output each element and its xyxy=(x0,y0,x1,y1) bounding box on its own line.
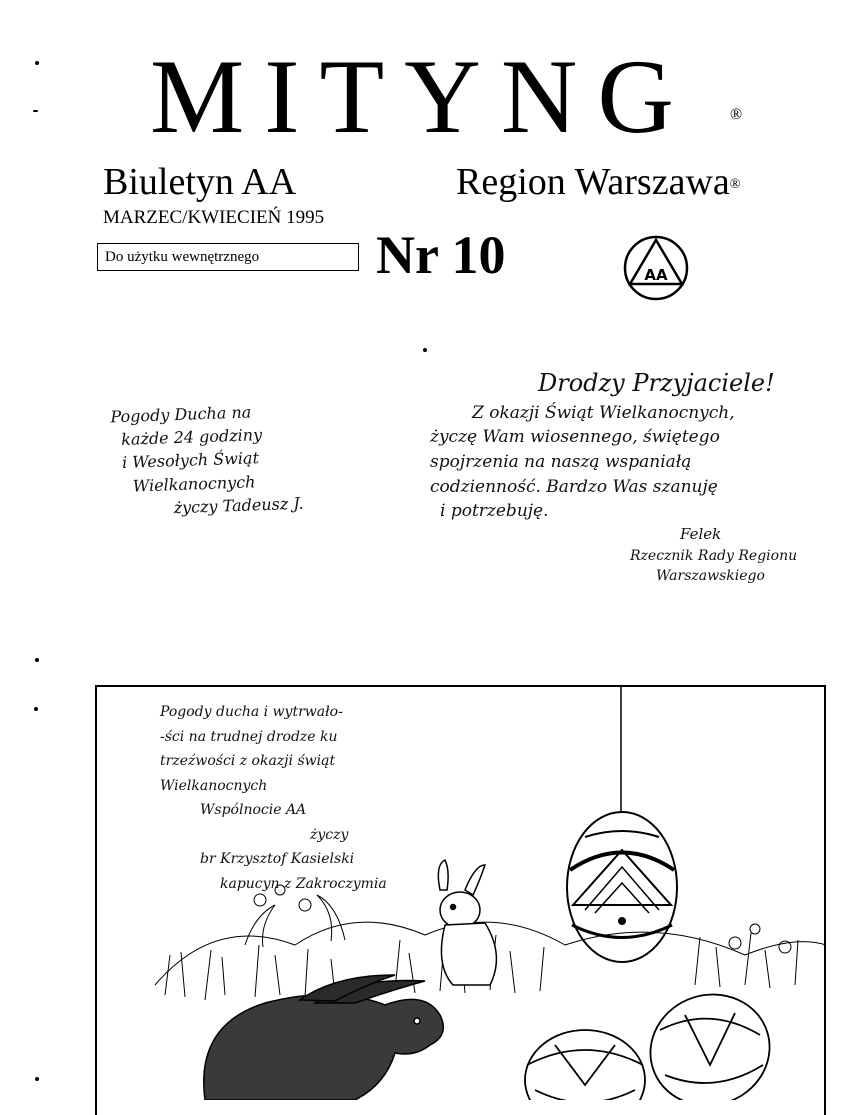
note-line: Wielkanocnych xyxy=(132,471,256,496)
note-line: br Krzysztof Kasielski xyxy=(200,851,355,867)
note-line: i potrzebuję. xyxy=(440,501,549,522)
scan-speck xyxy=(33,110,38,112)
region-name: Region Warszawa xyxy=(456,161,730,203)
scan-speck xyxy=(35,1077,39,1081)
note-line: Pogody Ducha na xyxy=(110,402,252,427)
aa-logo-text: AA xyxy=(644,266,668,284)
registered-mark: ® xyxy=(730,106,743,123)
handwritten-note-felek xyxy=(430,366,797,586)
scan-speck xyxy=(35,658,39,662)
note-line: życzy xyxy=(310,826,349,843)
masthead-title: MITYNG xyxy=(150,38,694,155)
note-line: codzienność. Bardzo Was szanuję xyxy=(430,476,718,497)
internal-use-label: Do użytku wewnętrznego xyxy=(97,243,359,271)
aa-logo-icon xyxy=(622,234,690,302)
note-line: Wspólnocie AA xyxy=(200,802,307,818)
note-greeting: Drodzy Przyjaciele! xyxy=(538,369,775,397)
note-line: życzę Wam wiosennego, świętego xyxy=(430,427,720,448)
scan-speck xyxy=(423,348,427,352)
region-registered-mark: ® xyxy=(729,177,741,192)
hare-icon xyxy=(204,975,444,1100)
note-signature-role: Warszawskiego xyxy=(656,568,765,585)
issue-number: Nr 10 xyxy=(376,225,506,285)
issue-date: MARZEC/KWIECIEŃ 1995 xyxy=(103,207,325,228)
note-line: życzy Tadeusz J. xyxy=(173,493,304,517)
note-line: i Wesołych Świąt xyxy=(121,448,260,473)
note-line: każde 24 godziny xyxy=(120,425,263,450)
handwritten-note-tadeusz xyxy=(110,399,304,521)
note-line: trzeźwości z okazji świąt xyxy=(160,753,336,769)
scan-speck xyxy=(35,61,39,65)
note-line: -ści na trudnej drodze ku xyxy=(160,728,338,745)
note-signature-role: Rzecznik Rady Regionu xyxy=(630,547,798,564)
note-line: Z okazji Świąt Wielkanocnych, xyxy=(472,402,735,423)
handwritten-note-krzysztof xyxy=(160,700,387,896)
note-line: Wielkanocnych xyxy=(160,777,268,794)
note-line: Pogody ducha i wytrwało- xyxy=(160,704,343,720)
note-signature: Felek xyxy=(680,525,722,543)
bulletin-subtitle: Biuletyn AA xyxy=(103,161,297,203)
decorated-eggs-icon xyxy=(525,979,784,1100)
note-line: spojrzenia na naszą wspaniałą xyxy=(430,452,692,473)
region-subtitle xyxy=(456,160,740,204)
scan-speck xyxy=(34,707,38,711)
note-line: kapucyn z Zakroczymia xyxy=(220,875,387,892)
